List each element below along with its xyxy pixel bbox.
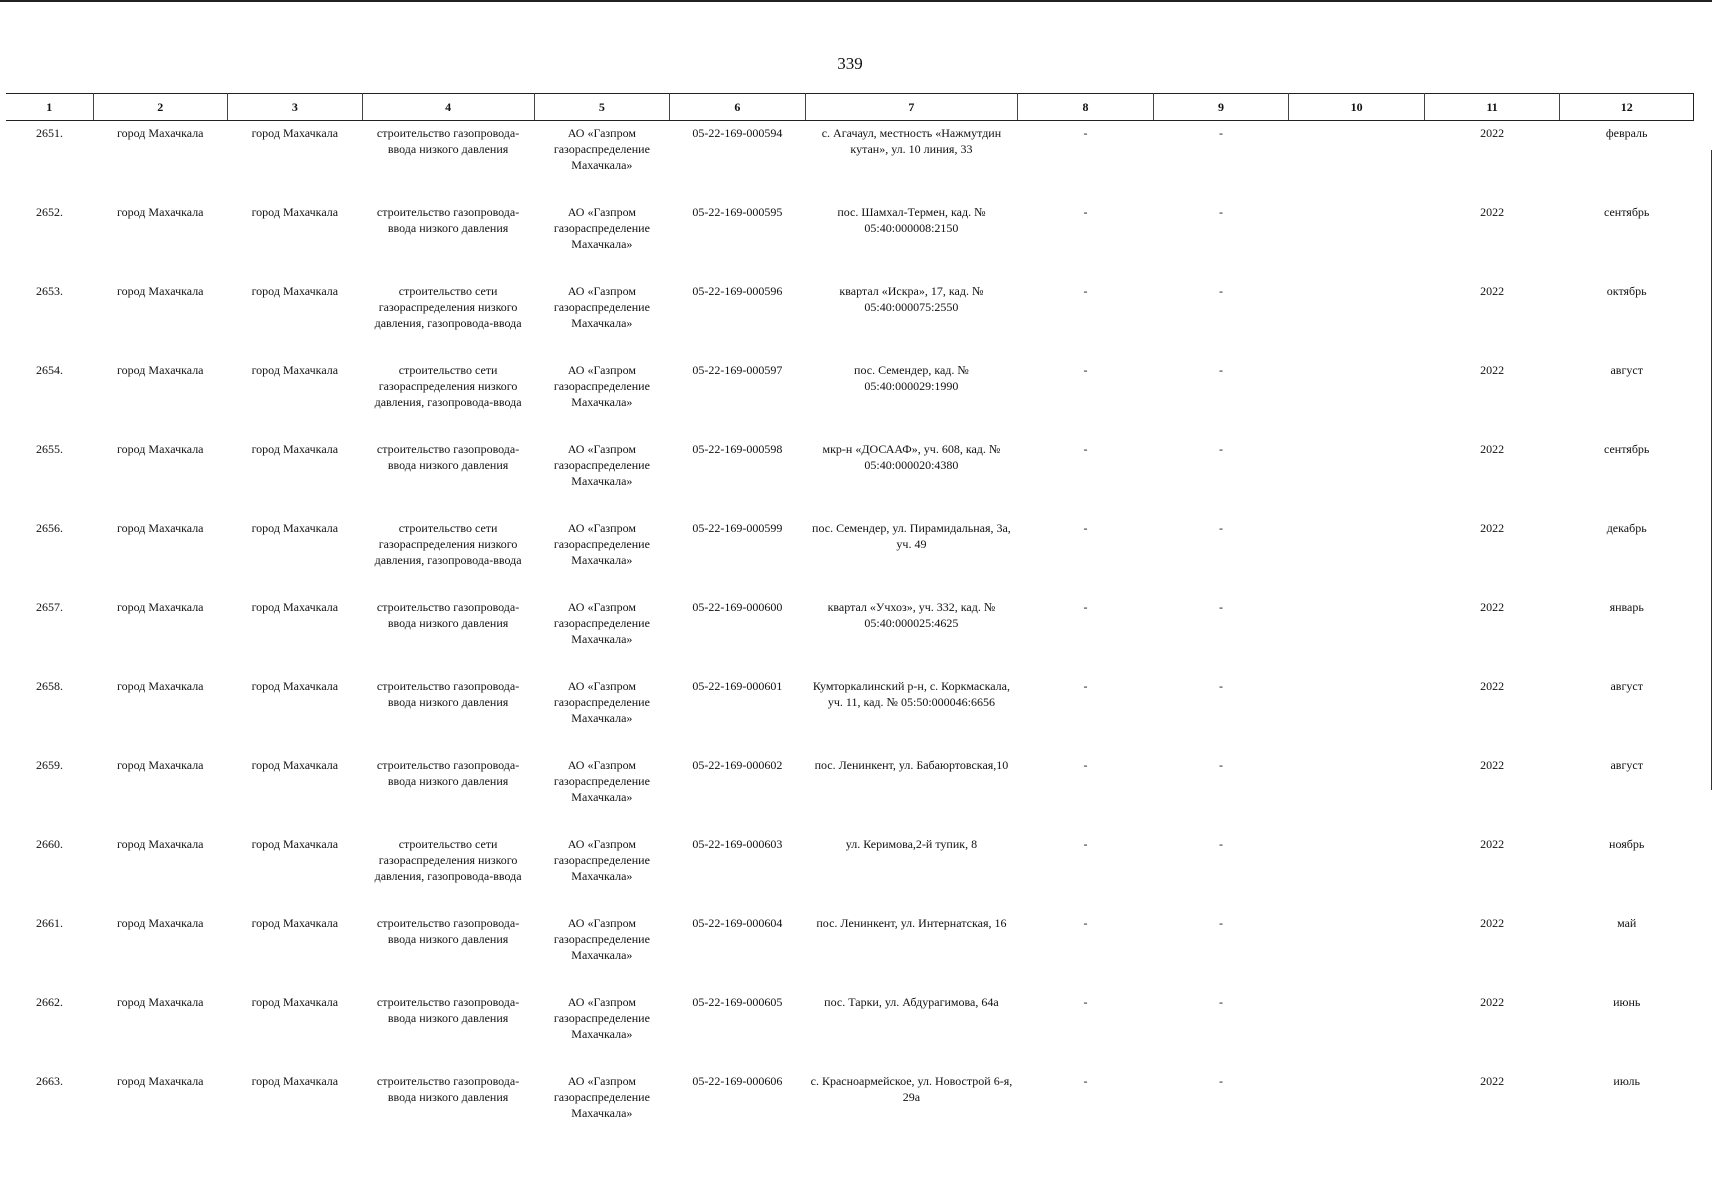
table-cell-col-4: строительство сети газораспределения низкого давления, газопровода-ввода — [374, 284, 522, 330]
table-cell-col-5: АО «Газпром газораспределение Махачкала» — [553, 363, 650, 409]
table-cell-col-1: 2656. — [36, 521, 63, 535]
table-cell-col-7: квартал «Учхоз», уч. 332, кад. № 05:40:000025:4625 — [827, 600, 996, 630]
table-cell-col-12: август — [1610, 363, 1643, 377]
table-cell-col-4: строительство газопровода-ввода низкого давления — [376, 205, 520, 235]
table-cell-col-12: декабрь — [1606, 521, 1647, 535]
table-cell-col-11: 2022 — [1480, 758, 1505, 772]
table-row — [6, 516, 1694, 595]
table-cell-col-12: май — [1617, 916, 1637, 930]
table-cell-col-8: - — [1083, 205, 1088, 219]
table-cell-col-8: - — [1083, 126, 1088, 140]
table-cell-col-5: АО «Газпром газораспределение Махачкала» — [553, 442, 650, 488]
table-cell-col-9: - — [1219, 442, 1223, 456]
table-cell-col-3: город Махачкала — [251, 284, 339, 298]
table-row — [6, 832, 1694, 911]
table-cell-col-9: - — [1219, 126, 1223, 140]
table-cell-col-8: - — [1083, 600, 1088, 614]
table-header — [6, 94, 1694, 121]
table-cell-col-5: АО «Газпром газораспределение Махачкала» — [553, 126, 650, 172]
table-cell-col-7: пос. Ленинкент, ул. Бабаюртовская,10 — [814, 758, 1009, 772]
column-header-5: 5 — [534, 94, 670, 121]
table-row — [6, 911, 1694, 990]
table-cell-col-9: - — [1219, 679, 1223, 693]
table-cell-col-6: 05-22-169-000602 — [692, 758, 783, 772]
column-header-11: 11 — [1424, 94, 1560, 121]
table-cell-col-2: город Махачкала — [117, 679, 204, 693]
table-cell-col-6: 05-22-169-000596 — [692, 284, 783, 298]
table-cell-col-9: - — [1219, 758, 1223, 772]
table-cell-col-7: ул. Керимова,2-й тупик, 8 — [845, 837, 978, 851]
table-cell-col-5: АО «Газпром газораспределение Махачкала» — [553, 205, 650, 251]
table-cell-col-2: город Махачкала — [117, 916, 204, 930]
table-cell-col-5: АО «Газпром газораспределение Махачкала» — [553, 1074, 650, 1120]
table-cell-col-11: 2022 — [1480, 284, 1505, 298]
table-cell-col-2: город Махачкала — [117, 205, 204, 219]
column-header-10: 10 — [1289, 94, 1425, 121]
table-cell-col-6: 05-22-169-000598 — [692, 442, 783, 456]
table-cell-col-7: пос. Семендер, ул. Пирамидальная, 3а, уч. 49 — [812, 521, 1011, 551]
table-cell-col-9: - — [1219, 995, 1223, 1009]
table-cell-col-9: - — [1219, 916, 1223, 930]
table-cell-col-1: 2661. — [36, 916, 63, 930]
table-row — [6, 595, 1694, 674]
table-cell-col-11: 2022 — [1480, 679, 1505, 693]
table-cell-col-6: 05-22-169-000606 — [692, 1074, 783, 1088]
table-cell-col-8: - — [1083, 916, 1088, 930]
table-cell-col-2: город Махачкала — [117, 126, 204, 140]
table-cell-col-9: - — [1219, 363, 1223, 377]
table-cell-col-10 — [1289, 121, 1425, 201]
table-cell-col-1: 2655. — [36, 442, 63, 456]
table-cell-col-10 — [1289, 516, 1425, 595]
column-header-7: 7 — [805, 94, 1017, 121]
table-cell-col-2: город Махачкала — [117, 442, 204, 456]
table-cell-col-4: строительство газопровода-ввода низкого давления — [376, 1074, 520, 1104]
table-cell-col-2: город Махачкала — [117, 363, 204, 377]
table-cell-col-5: АО «Газпром газораспределение Махачкала» — [553, 521, 650, 567]
table-cell-col-9: - — [1219, 1074, 1223, 1088]
table-cell-col-7: пос. Семендер, кад. № 05:40:000029:1990 — [854, 363, 969, 393]
table-cell-col-11: 2022 — [1480, 205, 1505, 219]
table-cell-col-12: сентябрь — [1604, 205, 1650, 219]
table-cell-col-1: 2653. — [36, 284, 63, 298]
table-body — [6, 121, 1694, 1149]
table-cell-col-3: город Махачкала — [251, 1074, 339, 1088]
column-header-3: 3 — [228, 94, 363, 121]
table-cell-col-7: с. Агачаул, местность «Нажмутдин кутан», ул. 10 линия, 33 — [821, 126, 1002, 156]
table-cell-col-5: АО «Газпром газораспределение Махачкала» — [553, 758, 650, 804]
table-cell-col-6: 05-22-169-000601 — [692, 679, 783, 693]
table-cell-col-6: 05-22-169-000595 — [692, 205, 783, 219]
table-cell-col-4: строительство газопровода-ввода низкого давления — [376, 758, 520, 788]
table-cell-col-1: 2657. — [36, 600, 63, 614]
table-cell-col-1: 2654. — [36, 363, 63, 377]
table-cell-col-2: город Махачкала — [117, 758, 204, 772]
table-cell-col-5: АО «Газпром газораспределение Махачкала» — [553, 679, 650, 725]
table-cell-col-3: город Махачкала — [251, 442, 339, 456]
column-header-1: 1 — [6, 94, 93, 121]
column-header-2: 2 — [93, 94, 228, 121]
table-cell-col-7: пос. Ленинкент, ул. Интернатская, 16 — [816, 916, 1007, 930]
table-cell-col-4: строительство газопровода-ввода низкого давления — [376, 442, 520, 472]
table-cell-col-11: 2022 — [1480, 521, 1505, 535]
table-cell-col-11: 2022 — [1480, 363, 1505, 377]
table-cell-col-8: - — [1083, 1074, 1088, 1088]
table-cell-col-10 — [1289, 911, 1425, 990]
table-cell-col-1: 2660. — [36, 837, 63, 851]
table-cell-col-4: строительство сети газораспределения низкого давления, газопровода-ввода — [374, 363, 522, 409]
table-cell-col-7: квартал «Искра», 17, кад. № 05:40:000075:2550 — [839, 284, 984, 314]
table-cell-col-8: - — [1083, 521, 1088, 535]
table-cell-col-5: АО «Газпром газораспределение Махачкала» — [553, 995, 650, 1041]
table-cell-col-7: Кумторкалинский р-н, с. Коркмаскала, уч. 11, кад. № 05:50:000046:6656 — [812, 679, 1010, 709]
table-cell-col-6: 05-22-169-000594 — [692, 126, 783, 140]
column-header-8: 8 — [1018, 94, 1154, 121]
table-cell-col-12: ноябрь — [1609, 837, 1645, 851]
table-cell-col-9: - — [1219, 205, 1223, 219]
table-cell-col-10 — [1289, 358, 1425, 437]
table-cell-col-1: 2662. — [36, 995, 63, 1009]
table-cell-col-3: город Махачкала — [251, 679, 339, 693]
table-cell-col-10 — [1289, 753, 1425, 832]
table-cell-col-9: - — [1219, 837, 1223, 851]
registry-table-container — [6, 93, 1694, 1148]
table-cell-col-9: - — [1219, 284, 1223, 298]
table-cell-col-7: мкр-н «ДОСААФ», уч. 608, кад. № 05:40:000020:4380 — [822, 442, 1001, 472]
table-cell-col-11: 2022 — [1480, 995, 1505, 1009]
table-row — [6, 121, 1694, 201]
table-cell-col-10 — [1289, 200, 1425, 279]
table-cell-col-8: - — [1083, 363, 1088, 377]
table-row — [6, 200, 1694, 279]
table-cell-col-12: сентябрь — [1604, 442, 1650, 456]
table-cell-col-2: город Махачкала — [117, 995, 204, 1009]
table-cell-col-3: город Махачкала — [251, 205, 339, 219]
table-cell-col-4: строительство сети газораспределения низкого давления, газопровода-ввода — [374, 837, 522, 883]
registry-table — [6, 93, 1694, 1148]
table-cell-col-10 — [1289, 1069, 1425, 1148]
table-cell-col-3: город Махачкала — [251, 837, 339, 851]
table-cell-col-8: - — [1083, 995, 1088, 1009]
table-cell-col-3: город Махачкала — [251, 126, 339, 140]
table-cell-col-1: 2651. — [36, 126, 63, 140]
table-cell-col-8: - — [1083, 679, 1088, 693]
table-cell-col-3: город Махачкала — [251, 600, 339, 614]
table-cell-col-11: 2022 — [1480, 916, 1505, 930]
top-rule — [0, 0, 1712, 2]
table-cell-col-6: 05-22-169-000599 — [692, 521, 783, 535]
table-cell-col-2: город Махачкала — [117, 600, 204, 614]
table-cell-col-6: 05-22-169-000604 — [692, 916, 783, 930]
page-number: 339 — [837, 54, 863, 73]
table-row — [6, 753, 1694, 832]
table-cell-col-12: июнь — [1613, 995, 1641, 1009]
table-cell-col-7: пос. Шамхал-Термен, кад. № 05:40:000008:2150 — [837, 205, 986, 235]
table-cell-col-9: - — [1219, 521, 1223, 535]
table-cell-col-3: город Махачкала — [251, 363, 339, 377]
table-row — [6, 990, 1694, 1069]
table-row — [6, 1069, 1694, 1148]
table-cell-col-12: июль — [1613, 1074, 1640, 1088]
table-cell-col-5: АО «Газпром газораспределение Махачкала» — [553, 284, 650, 330]
table-cell-col-10 — [1289, 674, 1425, 753]
table-cell-col-11: 2022 — [1480, 600, 1505, 614]
table-cell-col-3: город Махачкала — [251, 521, 339, 535]
table-cell-col-10 — [1289, 437, 1425, 516]
table-cell-col-2: город Махачкала — [117, 521, 204, 535]
column-header-9: 9 — [1153, 94, 1289, 121]
table-cell-col-7: с. Красноармейское, ул. Новострой 6-я, 29а — [810, 1074, 1013, 1104]
table-cell-col-10 — [1289, 832, 1425, 911]
table-cell-col-2: город Махачкала — [117, 284, 204, 298]
table-cell-col-12: январь — [1609, 600, 1644, 614]
table-cell-col-1: 2658. — [36, 679, 63, 693]
table-cell-col-6: 05-22-169-000605 — [692, 995, 783, 1009]
table-cell-col-3: город Махачкала — [251, 916, 339, 930]
table-cell-col-6: 05-22-169-000600 — [692, 600, 783, 614]
table-row — [6, 279, 1694, 358]
header-row — [6, 94, 1694, 121]
table-cell-col-11: 2022 — [1480, 837, 1505, 851]
table-cell-col-4: строительство газопровода-ввода низкого давления — [376, 126, 520, 156]
column-header-4: 4 — [362, 94, 534, 121]
table-cell-col-8: - — [1083, 442, 1088, 456]
table-row — [6, 674, 1694, 753]
table-cell-col-1: 2663. — [36, 1074, 63, 1088]
table-row — [6, 358, 1694, 437]
table-cell-col-5: АО «Газпром газораспределение Махачкала» — [553, 916, 650, 962]
table-cell-col-3: город Махачкала — [251, 758, 339, 772]
table-cell-col-11: 2022 — [1480, 1074, 1505, 1088]
table-cell-col-12: октябрь — [1606, 284, 1647, 298]
table-cell-col-12: август — [1610, 679, 1643, 693]
table-row — [6, 437, 1694, 516]
table-cell-col-8: - — [1083, 837, 1088, 851]
column-header-12: 12 — [1560, 94, 1694, 121]
table-cell-col-3: город Махачкала — [251, 995, 339, 1009]
table-cell-col-10 — [1289, 990, 1425, 1069]
table-cell-col-8: - — [1083, 284, 1088, 298]
table-cell-col-2: город Махачкала — [117, 837, 204, 851]
table-cell-col-11: 2022 — [1480, 126, 1505, 140]
table-cell-col-12: февраль — [1605, 126, 1648, 140]
table-cell-col-6: 05-22-169-000603 — [692, 837, 783, 851]
table-cell-col-1: 2659. — [36, 758, 63, 772]
table-cell-col-12: август — [1610, 758, 1643, 772]
table-cell-col-4: строительство газопровода-ввода низкого давления — [376, 679, 520, 709]
table-cell-col-6: 05-22-169-000597 — [692, 363, 783, 377]
table-cell-col-7: пос. Тарки, ул. Абдурагимова, 64а — [824, 995, 999, 1009]
table-cell-col-10 — [1289, 279, 1425, 358]
table-cell-col-4: строительство газопровода-ввода низкого давления — [376, 995, 520, 1025]
table-cell-col-2: город Махачкала — [117, 1074, 204, 1088]
table-cell-col-10 — [1289, 595, 1425, 674]
table-cell-col-8: - — [1083, 758, 1088, 772]
column-header-6: 6 — [670, 94, 806, 121]
table-cell-col-4: строительство газопровода-ввода низкого давления — [376, 600, 520, 630]
table-cell-col-11: 2022 — [1480, 442, 1505, 456]
table-cell-col-4: строительство газопровода-ввода низкого давления — [376, 916, 520, 946]
table-cell-col-9: - — [1219, 600, 1223, 614]
table-cell-col-5: АО «Газпром газораспределение Махачкала» — [553, 600, 650, 646]
table-cell-col-4: строительство сети газораспределения низкого давления, газопровода-ввода — [374, 521, 522, 567]
table-cell-col-5: АО «Газпром газораспределение Махачкала» — [553, 837, 650, 883]
table-cell-col-1: 2652. — [36, 205, 63, 219]
